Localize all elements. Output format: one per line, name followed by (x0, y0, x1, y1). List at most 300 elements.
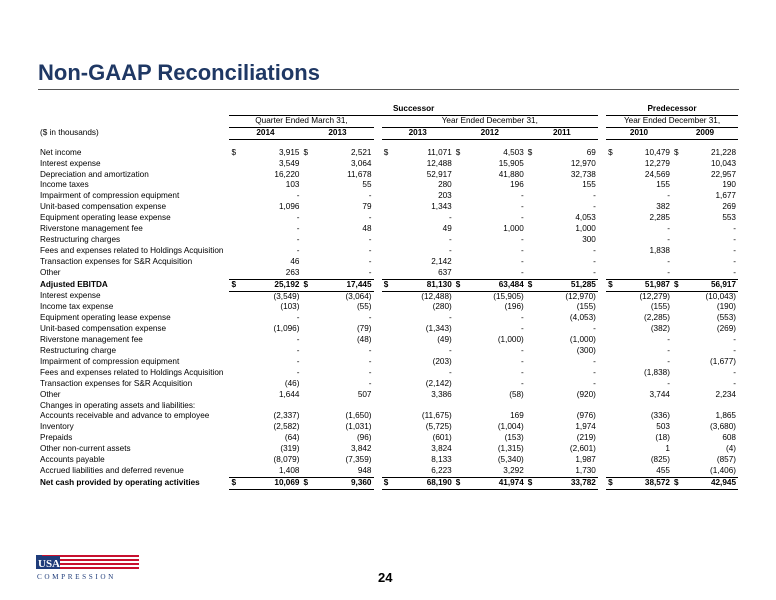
cell-value: (12,279) (639, 291, 670, 301)
cell-value: 637 (438, 267, 452, 277)
cell-value: (1,406) (710, 466, 736, 475)
year-header: 2013 (382, 127, 454, 139)
row-label: Riverstone management fee (40, 224, 143, 234)
cell-value: - (667, 267, 670, 277)
cell-value: - (296, 191, 300, 201)
row-label: Adjusted EBITDA (40, 279, 108, 289)
cell-value: 196 (510, 180, 524, 190)
cell-value (394, 401, 454, 412)
usa-compression-logo (36, 555, 139, 582)
cell-value: 12,279 (644, 158, 670, 168)
dollar-sign: $ (382, 279, 394, 291)
cell-value: - (521, 213, 524, 223)
row-label: Accrued liabilities and deferred revenue (40, 466, 184, 476)
cell-value: 52,917 (426, 169, 452, 179)
cell-value: 16,220 (274, 169, 300, 179)
dollar-sign: $ (383, 147, 389, 157)
cell-value: - (733, 234, 736, 244)
row-label: Other non-current assets (40, 444, 131, 454)
table-row (38, 224, 738, 235)
cell-value: (155) (650, 302, 670, 312)
cell-value: - (449, 367, 452, 377)
cell-value: - (667, 346, 670, 356)
cell-value: 2,142 (431, 256, 452, 266)
cell-value: (1,096) (273, 324, 300, 334)
row-label: Other (40, 389, 61, 399)
row-label: Depreciation and amortization (40, 169, 149, 179)
cell-value: (857) (716, 455, 736, 465)
cell-value: 1,987 (575, 455, 596, 465)
cell-value: - (368, 346, 372, 356)
row-label: Net cash provided by operating activities (40, 477, 200, 487)
cell-value: 10,479 (644, 147, 670, 157)
cell-value: - (521, 191, 524, 201)
cell-value: (4) (725, 444, 736, 454)
cell-value: 263 (285, 267, 300, 277)
dollar-sign: $ (231, 147, 236, 157)
cell-value: - (296, 213, 300, 223)
cell-value: 33,782 (538, 477, 598, 489)
cell-value: (1,004) (497, 422, 524, 432)
cell-value: - (368, 378, 372, 388)
cell-value: - (296, 313, 300, 323)
cell-value: - (449, 213, 452, 223)
cell-value: (55) (356, 302, 372, 312)
table-row (38, 335, 738, 346)
cell-value: - (368, 213, 372, 223)
cell-value: (155) (576, 302, 596, 312)
cell-value: 9,360 (314, 477, 374, 489)
cell-value: 948 (357, 466, 372, 475)
cell-value: (2,582) (273, 422, 300, 432)
quarter-ended-header: Quarter Ended March 31, (229, 115, 373, 127)
cell-value: (18) (655, 433, 670, 443)
cell-value: (3,680) (710, 422, 736, 432)
cell-value: - (521, 313, 524, 323)
year-ended-predecessor-header: Year Ended December 31, (606, 115, 738, 127)
cell-value: (825) (650, 455, 670, 465)
cell-value: - (521, 234, 524, 244)
cell-value: 1,865 (715, 411, 736, 421)
row-label: Transaction expenses for S&R Acquisition (40, 256, 193, 266)
table-row (38, 246, 738, 257)
cell-value: (103) (280, 302, 300, 312)
cell-value: - (521, 324, 524, 334)
cell-value: 32,738 (570, 169, 596, 179)
row-label: Income taxes (40, 180, 89, 190)
table-row (38, 148, 738, 159)
dollar-sign: $ (455, 147, 461, 157)
cell-value: (300) (576, 346, 596, 356)
cell-value: - (296, 346, 300, 356)
row-label: Accounts receivable and advance to employee (40, 411, 210, 421)
dollar-sign: $ (301, 279, 313, 291)
cell-value: (1,315) (497, 444, 524, 454)
row-label: Impairment of compression equipment (40, 191, 180, 201)
cell-value: - (733, 335, 736, 345)
row-label: Prepaids (40, 433, 73, 443)
cell-value: - (368, 234, 372, 244)
title-rule (38, 89, 739, 90)
table-row (38, 390, 738, 401)
cell-value: - (521, 378, 524, 388)
cell-value: (1,650) (345, 411, 372, 421)
row-label: Income tax expense (40, 302, 114, 312)
cell-value: 3,915 (278, 147, 300, 157)
cell-value: (2,601) (569, 444, 596, 454)
table-row (38, 170, 738, 181)
cell-value: 103 (285, 180, 300, 190)
cell-value: 15,905 (498, 158, 524, 168)
cell-value: - (667, 191, 670, 201)
dollar-sign: $ (606, 477, 618, 489)
cell-value: 79 (362, 202, 372, 212)
cell-value: 1,730 (575, 466, 596, 475)
cell-value: (15,905) (493, 291, 524, 301)
cell-value: - (521, 256, 524, 266)
cell-value: 300 (582, 234, 596, 244)
logo-text-top: USA (38, 558, 61, 570)
cell-value: - (593, 267, 596, 277)
cell-value: 4,503 (503, 147, 524, 157)
row-label: Impairment of compression equipment (40, 356, 180, 366)
cell-value: 608 (722, 433, 736, 443)
cell-value: 8,133 (431, 455, 452, 465)
logo-text-bottom: COMPRESSION (37, 573, 116, 581)
cell-value: 2,285 (649, 213, 670, 223)
cell-value: (319) (280, 444, 300, 454)
cell-value: - (667, 378, 670, 388)
cell-value: - (296, 245, 300, 255)
cell-value: - (733, 224, 736, 234)
cell-value: - (449, 346, 452, 356)
cell-value: - (368, 256, 372, 266)
table-row (38, 213, 738, 224)
table-row (38, 235, 738, 246)
cell-value: (1,000) (569, 335, 596, 345)
cell-value: - (368, 367, 372, 377)
cell-value: 11,071 (427, 147, 452, 157)
cell-value: 1,343 (431, 202, 452, 212)
cell-value: - (593, 245, 596, 255)
cell-value: 51,987 (618, 279, 672, 291)
row-label: Unit-based compensation expense (40, 202, 167, 212)
cell-value: - (296, 224, 300, 234)
cell-value: 41,974 (466, 477, 526, 489)
cell-value: (96) (356, 433, 372, 443)
cell-value: 12,970 (570, 158, 596, 168)
cell-value: - (667, 256, 670, 266)
dollar-sign: $ (606, 279, 618, 291)
predecessor-header: Predecessor (606, 104, 738, 115)
cell-value: - (521, 267, 524, 277)
cell-value: 3,292 (503, 466, 524, 475)
cell-value: (153) (504, 433, 524, 443)
dollar-sign: $ (526, 477, 538, 489)
successor-header: Successor (229, 104, 597, 115)
cell-value (466, 401, 526, 412)
cell-value: - (368, 356, 372, 366)
cell-value: 280 (438, 180, 452, 190)
cell-value: 1,000 (575, 224, 596, 234)
cell-value: 12,488 (426, 158, 452, 168)
cell-value: (920) (576, 389, 596, 399)
cell-value: 269 (722, 202, 736, 212)
cell-value: 55 (362, 180, 372, 190)
year-header: 2012 (454, 127, 526, 139)
cell-value: - (296, 367, 300, 377)
dollar-sign: $ (229, 279, 241, 291)
cell-value: 22,957 (710, 169, 736, 179)
cell-value: - (593, 324, 596, 334)
cell-value: 190 (722, 180, 736, 190)
cell-value: - (368, 267, 372, 277)
cell-value: 17,445 (314, 279, 374, 291)
cell-value: - (521, 356, 524, 366)
row-label: Transaction expenses for S&R Acquisition (40, 378, 193, 388)
cell-value (618, 401, 672, 412)
row-label: Accounts payable (40, 455, 105, 465)
cell-value: (1,031) (345, 422, 372, 432)
cell-value: 1,644 (278, 389, 300, 399)
cell-value: 203 (438, 191, 452, 201)
cell-value: 38,572 (618, 477, 672, 489)
table-row (38, 159, 738, 170)
dollar-sign: $ (527, 147, 533, 157)
cell-value: 21,228 (710, 147, 736, 157)
row-label: Riverstone management fee (40, 335, 143, 345)
cell-value: 46 (290, 256, 300, 266)
cell-value: - (368, 245, 372, 255)
cell-value: - (733, 367, 736, 377)
row-label: Restructuring charges (40, 234, 121, 244)
cell-value: (8,079) (273, 455, 300, 465)
row-label: Equipment operating lease expense (40, 313, 171, 323)
cell-value (538, 401, 598, 412)
cell-value: - (296, 234, 300, 244)
table-row (38, 279, 738, 291)
row-label: Fees and expenses related to Holdings Acquisition (40, 245, 224, 255)
cell-value (684, 401, 738, 412)
row-label: Interest expense (40, 291, 101, 301)
cell-value: 155 (582, 180, 596, 190)
cell-value: (5,340) (497, 455, 524, 465)
cell-value: (64) (284, 433, 300, 443)
cell-value: (1,677) (710, 356, 736, 366)
cell-value: 382 (656, 202, 670, 212)
table-row (38, 422, 738, 433)
table-row (38, 346, 738, 357)
cell-value: (5,725) (425, 422, 452, 432)
cell-value: - (593, 367, 596, 377)
table-row (38, 324, 738, 335)
dollar-sign: $ (673, 147, 679, 157)
cell-value: 10,069 (242, 477, 302, 489)
cell-value: - (593, 202, 596, 212)
cell-value: - (368, 313, 372, 323)
dollar-sign: $ (526, 279, 538, 291)
dollar-sign: $ (454, 477, 466, 489)
cell-value: (219) (576, 433, 596, 443)
cell-value: 1,000 (503, 224, 524, 234)
row-label: Interest expense (40, 158, 101, 168)
cell-value: 41,880 (498, 169, 524, 179)
table-row (38, 455, 738, 466)
table-row (38, 191, 738, 202)
cell-value: 42,945 (684, 477, 738, 489)
year-header: 2010 (606, 127, 672, 139)
table-row (38, 357, 738, 368)
cell-value: 503 (656, 422, 670, 432)
cell-value: 455 (656, 466, 670, 475)
cell-value: - (296, 335, 300, 345)
dollar-sign: $ (454, 279, 466, 291)
cell-value: (382) (650, 324, 670, 334)
cell-value: 3,549 (278, 158, 300, 168)
cell-value: - (449, 313, 452, 323)
dollar-sign: $ (229, 477, 241, 489)
cell-value: 48 (362, 224, 372, 234)
cell-value: 24,569 (644, 169, 670, 179)
table-row (38, 477, 738, 489)
cell-value: (12,488) (421, 291, 452, 301)
cell-value: - (521, 367, 524, 377)
cell-value: 3,386 (431, 389, 452, 399)
table-row (38, 379, 738, 390)
cell-value: (11,675) (421, 411, 452, 421)
cell-value: (2,142) (425, 378, 452, 388)
table-row (38, 180, 738, 191)
cell-value: - (733, 346, 736, 356)
cell-value: 3,842 (351, 444, 372, 454)
cell-value: - (593, 256, 596, 266)
row-label: Net income (40, 147, 82, 157)
cell-value: 1,974 (575, 422, 596, 432)
cell-value: (12,970) (565, 291, 596, 301)
cell-value: 1,677 (715, 191, 736, 201)
dollar-sign: $ (672, 477, 684, 489)
cell-value: - (296, 356, 300, 366)
table-row (38, 433, 738, 444)
row-label: Equipment operating lease expense (40, 213, 171, 223)
cell-value: (190) (716, 302, 736, 312)
table-row (38, 401, 738, 412)
cell-value: (1,838) (643, 367, 670, 377)
cell-value: 3,064 (351, 158, 372, 168)
row-label: Changes in operating assets and liabilities: (40, 400, 196, 410)
cell-value: 56,917 (684, 279, 738, 291)
cell-value: - (593, 378, 596, 388)
table-row (38, 302, 738, 313)
cell-value: (4,053) (569, 313, 596, 323)
dollar-sign: $ (382, 477, 394, 489)
cell-value: (2,285) (643, 313, 670, 323)
cell-value: 3,824 (431, 444, 452, 454)
cell-value: (203) (432, 356, 452, 366)
cell-value: 2,234 (715, 389, 736, 399)
year-ended-header: Year Ended December 31, (382, 115, 598, 127)
cell-value (314, 401, 374, 412)
cell-value: - (667, 335, 670, 345)
cell-value: 1,096 (278, 202, 300, 212)
cell-value: 11,678 (347, 169, 372, 179)
cell-value: - (521, 346, 524, 356)
cell-value: (280) (432, 302, 452, 312)
cell-value: 69 (586, 147, 596, 157)
dollar-sign: $ (301, 477, 313, 489)
dollar-sign: $ (303, 147, 309, 157)
cell-value: (3,549) (273, 291, 300, 301)
page-title: Non-GAAP Reconciliations (38, 60, 320, 85)
dollar-sign: $ (672, 279, 684, 291)
cell-value: - (449, 234, 452, 244)
cell-value: (2,337) (273, 411, 300, 421)
table-row (38, 411, 738, 422)
cell-value: - (667, 224, 670, 234)
table-row (38, 444, 738, 455)
cell-value: (1,000) (497, 335, 524, 345)
cell-value: - (667, 234, 670, 244)
cell-value: (601) (432, 433, 452, 443)
year-header: 2014 (229, 127, 301, 139)
cell-value: 155 (656, 180, 670, 190)
cell-value: - (733, 245, 736, 255)
year-header: 2011 (526, 127, 598, 139)
cell-value: 10,043 (710, 158, 736, 168)
cell-value: - (733, 378, 736, 388)
cell-value: - (449, 245, 452, 255)
cell-value: 1,838 (649, 245, 670, 255)
cell-value: 68,190 (394, 477, 454, 489)
table-row (38, 368, 738, 379)
cell-value: - (733, 267, 736, 277)
table-row (38, 268, 738, 279)
cell-value: (7,359) (345, 455, 372, 465)
cell-value (242, 401, 302, 412)
cell-value: 4,053 (575, 213, 596, 223)
cell-value: 63,484 (466, 279, 526, 291)
cell-value: (46) (284, 378, 300, 388)
cell-value: - (593, 191, 596, 201)
cell-value: - (733, 256, 736, 266)
row-label: Unit-based compensation expense (40, 324, 167, 334)
cell-value: 2,521 (351, 147, 372, 157)
cell-value: (976) (576, 411, 596, 421)
year-header: 2009 (672, 127, 738, 139)
table-row (38, 313, 738, 324)
cell-value: (336) (650, 411, 670, 421)
cell-value: (10,043) (705, 291, 736, 301)
cell-value: 25,192 (242, 279, 302, 291)
cell-value: - (667, 356, 670, 366)
units-label: ($ in thousands) (40, 127, 99, 137)
row-label: Inventory (40, 422, 74, 432)
cell-value: (1,343) (425, 324, 452, 334)
cell-value: 1 (665, 444, 670, 454)
row-label: Other (40, 267, 61, 277)
cell-value: 553 (722, 213, 736, 223)
cell-value: 507 (357, 389, 372, 399)
cell-value: (553) (716, 313, 736, 323)
cell-value: (269) (716, 324, 736, 334)
cell-value: (3,064) (345, 291, 372, 301)
row-label: Fees and expenses related to Holdings Acquisition (40, 367, 224, 377)
year-header: 2013 (301, 127, 373, 139)
cell-value: - (593, 356, 596, 366)
cell-value: 3,744 (649, 389, 670, 399)
cell-value: 49 (442, 224, 452, 234)
cell-value: - (368, 191, 372, 201)
